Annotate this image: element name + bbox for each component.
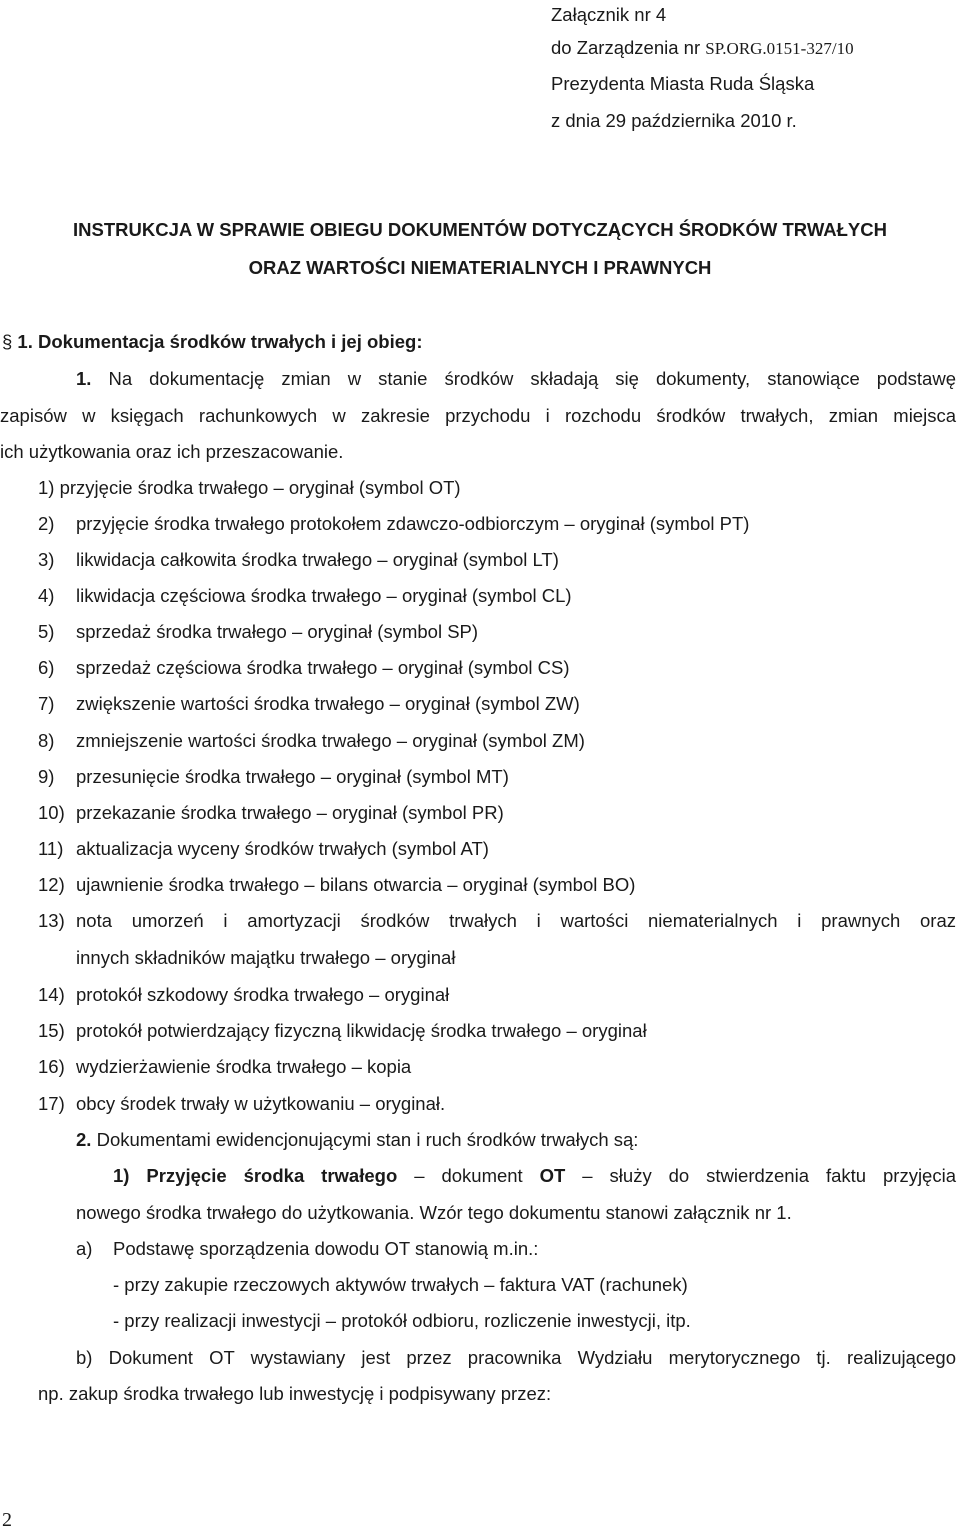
item-a-text: Podstawę sporządzenia dowodu OT stanowią m.in.: <box>113 1238 539 1259</box>
section-1-paragraph-2: 2. Dokumentami ewidencjonującymi stan i ruch środków trwałych są: <box>76 1129 639 1150</box>
list-text-continuation: innych składników majątku trwałego – oryginał <box>76 947 456 968</box>
subsection-ot-line2: nowego środka trwałego do użytkowania. Wzór tego dokumentu stanowi załącznik nr 1. <box>76 1202 792 1223</box>
list-number: 14) <box>38 984 65 1005</box>
ot-symbol: OT <box>539 1165 566 1186</box>
list-number: 2) <box>38 513 55 534</box>
item-a-label: a) <box>76 1238 93 1259</box>
section-sign: § <box>2 331 13 352</box>
section-1-paragraph-line1: 1. Na dokumentację zmian w stanie środków składają się dokumenty, stanowiące podstawę <box>76 368 956 389</box>
list-number: 5) <box>38 621 55 642</box>
list-text: wydzierżawienie środka trwałego – kopia <box>76 1056 412 1077</box>
list-number: 11) <box>38 838 64 859</box>
page-number: 2 <box>2 1509 12 1531</box>
list-number: 7) <box>38 693 55 714</box>
list-text: zmniejszenie wartości środka trwałego – oryginał (symbol ZM) <box>76 730 585 751</box>
list-text: aktualizacja wyceny środków trwałych (symbol AT) <box>76 838 489 859</box>
list-text: sprzedaż częściowa środka trwałego – oryginał (symbol CS) <box>76 657 570 678</box>
list-text: nota umorzeń i amortyzacji środków trwałych i wartości niematerialnych i prawnych oraz <box>76 910 956 931</box>
paragraph-number-1: 1. <box>76 368 92 389</box>
issuer: Prezydenta Miasta Ruda Śląska <box>551 73 815 94</box>
ordinance-reference <box>551 37 854 60</box>
list-text: obcy środek trwały w użytkowaniu – oryginał. <box>76 1093 446 1114</box>
list-text: ujawnienie środka trwałego – bilans otwarcia – oryginał (symbol BO) <box>76 874 636 895</box>
list-number: 13) <box>38 910 65 931</box>
list-item-1: 1) przyjęcie środka trwałego – oryginał (symbol OT) <box>38 477 461 498</box>
item-b-line2: np. zakup środka trwałego lub inwestycję i podpisywany przez: <box>38 1383 552 1404</box>
list-number: 9) <box>38 766 55 787</box>
subsection-ot-title: 1) Przyjęcie środka trwałego <box>113 1165 398 1186</box>
list-text: likwidacja całkowita środka trwałego – oryginał (symbol LT) <box>76 549 559 570</box>
list-number: 3) <box>38 549 55 570</box>
list-number: 8) <box>38 730 55 751</box>
document-title-line2: ORAZ WARTOŚCI NIEMATERIALNYCH I PRAWNYCH <box>248 257 712 278</box>
list-number: 10) <box>38 802 65 823</box>
item-a-bullet-1: - przy zakupie rzeczowych aktywów trwałych – faktura VAT (rachunek) <box>113 1274 688 1295</box>
section-1-paragraph-line3: ich użytkowania oraz ich przeszacowanie. <box>0 441 344 462</box>
list-number: 6) <box>38 657 55 678</box>
list-number: 17) <box>38 1093 65 1114</box>
list-text: protokół szkodowy środka trwałego – oryginał <box>76 984 450 1005</box>
paragraph-number-2: 2. <box>76 1129 92 1150</box>
list-number: 16) <box>38 1056 65 1077</box>
list-text: protokół potwierdzający fizyczną likwidację środka trwałego – oryginał <box>76 1020 647 1041</box>
section-1-paragraph-line2: zapisów w księgach rachunkowych w zakresie przychodu i rozchodu środków trwałych, zmian miejsca <box>0 405 956 426</box>
list-text: sprzedaż środka trwałego – oryginał (symbol SP) <box>76 621 479 642</box>
ordinance-number: SP.ORG.0151-327/10 <box>705 39 854 58</box>
subsection-ot-line1: 1) Przyjęcie środka trwałego – dokument OT – służy do stwierdzenia faktu przyjęcia <box>113 1165 956 1186</box>
list-text: zwiększenie wartości środka trwałego – oryginał (symbol ZW) <box>76 693 580 714</box>
item-a-bullet-2: - przy realizacji inwestycji – protokół odbioru, rozliczenie inwestycji, itp. <box>113 1310 691 1331</box>
list-text: przekazanie środka trwałego – oryginał (symbol PR) <box>76 802 504 823</box>
section-1-heading: § 1. Dokumentacja środków trwałych i jej obieg: <box>2 331 423 352</box>
list-number: 15) <box>38 1020 65 1041</box>
list-number: 12) <box>38 874 65 895</box>
list-text: przesunięcie środka trwałego – oryginał (symbol MT) <box>76 766 509 787</box>
list-text: likwidacja częściowa środka trwałego – oryginał (symbol CL) <box>76 585 572 606</box>
list-text: przyjęcie środka trwałego protokołem zdawczo-odbiorczym – oryginał (symbol PT) <box>76 513 750 534</box>
issue-date: z dnia 29 października 2010 r. <box>551 110 797 131</box>
item-b-line1: b) Dokument OT wystawiany jest przez pracownika Wydziału merytorycznego tj. realizującego <box>76 1347 956 1368</box>
document-title-line1: INSTRUKCJA W SPRAWIE OBIEGU DOKUMENTÓW DOTYCZĄCYCH ŚRODKÓW TRWAŁYCH <box>73 219 887 240</box>
annex-label: Załącznik nr 4 <box>551 4 667 25</box>
ordinance-prefix: do Zarządzenia nr <box>551 37 706 58</box>
list-number: 4) <box>38 585 55 606</box>
